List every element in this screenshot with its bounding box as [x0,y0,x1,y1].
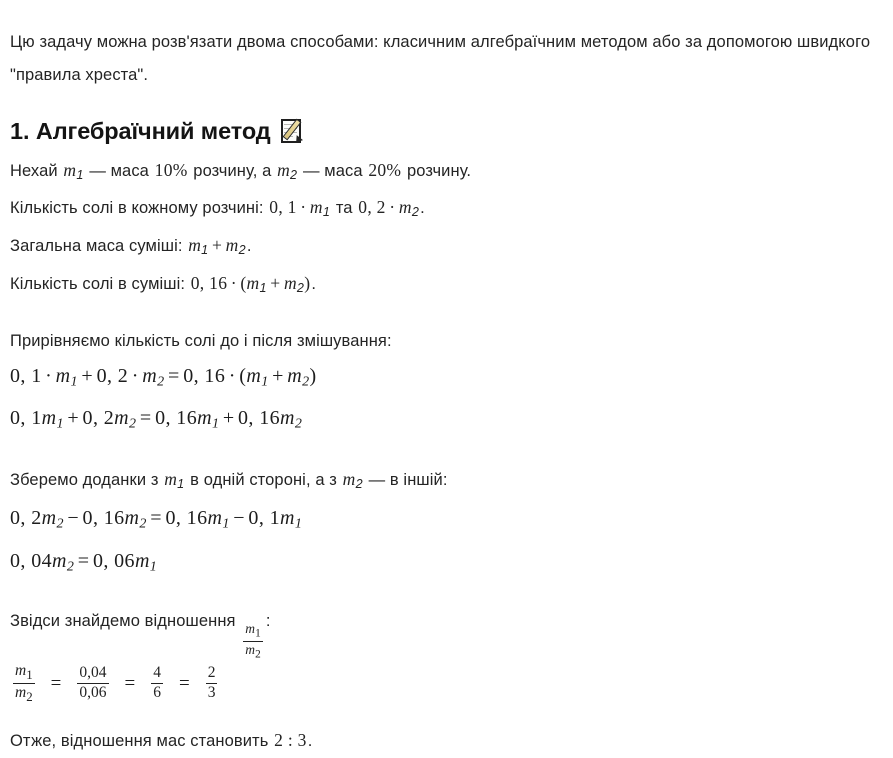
math-number: 0, 16 [155,407,197,429]
math-operator: + [78,365,97,387]
math-operator: − [64,507,83,529]
definition-line-2 [10,191,882,229]
math-operator: + [269,365,288,387]
memo-icon [280,117,307,146]
equate-block [10,325,883,443]
text-fragment: Звідси знайдемо відношення [10,612,240,630]
definition-line-3 [10,229,882,267]
math-var: m [246,365,261,387]
math-operator: · [386,197,399,217]
math-fraction-m1-over-m2 [13,663,35,704]
math-operator: + [208,235,225,255]
math-var: m [343,469,356,489]
text-fragment: Загальна маса суміші: [10,237,187,255]
spacer [10,585,883,605]
math-subscript: 1 [56,417,63,432]
section-heading [10,114,883,148]
math-subscript: 1 [150,559,157,574]
math-paren: ( [239,365,246,387]
math-number: 0, 04 [10,550,52,572]
fraction-numerator [13,663,35,684]
math-subscript: 2 [412,205,419,219]
math-subscript: 1 [222,517,229,532]
math-number: 0, 16 [191,273,228,293]
math-m2 [276,160,298,180]
math-number: 0, 16 [165,507,207,529]
math-var: m [125,507,140,529]
math-subscript: 2 [67,559,74,574]
fraction-numerator: 0,04 [77,665,108,684]
text-fragment: розчину, а [189,162,276,180]
fraction-denominator: 3 [206,684,218,702]
math-fraction-m1-over-m2 [243,622,263,661]
text-fragment: . [311,275,316,293]
math-var: m [284,273,297,293]
math-number: 0, 1 [269,197,296,217]
text-fragment: . [247,237,252,255]
math-number: 0, 1 [248,507,280,529]
math-subscript: 2 [26,689,32,704]
math-var: m [63,160,76,180]
math-subscript: 1 [177,476,184,490]
equation-1 [10,358,883,401]
ratio-lead [10,605,882,661]
spacer [10,443,883,463]
math-subscript: 1 [295,517,302,532]
math-subscript: 2 [290,167,297,181]
definition-line-1 [10,154,882,192]
math-subscript: 1 [323,205,330,219]
math-subscript: 2 [239,243,246,257]
fraction-numerator: 2 [206,665,218,684]
math-var: m [287,365,302,387]
math-var: m [226,235,239,255]
fraction-denominator: 0,06 [77,684,108,702]
math-m1 [62,160,84,180]
math-var: m [310,197,323,217]
ratio-block [10,605,883,704]
math-var: m [135,550,150,572]
math-equals: = [147,507,166,529]
math-var: m [247,273,260,293]
math-equals: = [136,407,155,429]
math-var: m [280,507,295,529]
math-var: m [142,365,157,387]
math-var: m [42,507,57,529]
math-equals: = [38,664,75,704]
text-fragment: Кількість солі в кожному розчині: [10,199,268,217]
math-var: m [15,662,26,679]
text-fragment: — маса [298,162,367,180]
math-subscript: 2 [302,374,309,389]
equation-4 [10,543,883,586]
fraction-denominator [243,642,263,661]
definitions-block [10,154,883,305]
math-subscript: 2 [139,517,146,532]
conclusion-paragraph [10,724,882,758]
math-operator: · [227,273,240,293]
math-var: m [245,621,255,636]
math-operator: − [230,507,249,529]
math-number: 0, 2 [358,197,385,217]
math-subscript: 2 [255,649,261,661]
text-fragment: : [266,612,271,630]
text-fragment: та [331,199,357,217]
math-operator: · [297,197,310,217]
math-equals: = [74,550,93,572]
spacer [10,704,883,724]
math-subscript: 1 [76,167,83,181]
math-subscript: 1 [26,667,32,682]
fraction-numerator [243,622,263,642]
math-number: 0, 1 [10,365,42,387]
math-operator: · [128,365,142,387]
math-operator: + [267,273,284,293]
math-equals: = [112,664,149,704]
math-number: 0, 16 [238,407,280,429]
math-number: 0, 2 [97,365,129,387]
math-var: m [277,160,290,180]
fraction-numerator: 4 [151,665,163,684]
math-salt-in-mixture [190,273,312,293]
math-number: 0, 06 [93,550,135,572]
math-subscript: 2 [157,374,164,389]
text-fragment: Нехай [10,162,62,180]
math-subscript: 1 [71,374,78,389]
math-fraction-004-over-006 [77,665,108,701]
equate-lead: Прирівняємо кількість солі до і після змішування: [10,325,882,358]
math-subscript: 2 [56,517,63,532]
math-number: 0, 16 [83,507,125,529]
math-var: m [188,235,201,255]
math-m1-plus-m2 [187,235,247,255]
math-var: m [207,507,222,529]
ratio-chain [10,661,883,704]
math-subscript: 1 [259,281,266,295]
math-fraction-2-over-3 [206,665,218,701]
math-number: 0, 1 [10,407,42,429]
math-equals: = [165,365,184,387]
text-fragment: . [308,732,313,750]
text-fragment: — в іншій: [364,471,448,489]
math-paren: ) [304,273,310,293]
math-expr-0-2-m2 [357,197,420,217]
fraction-denominator: 6 [151,684,163,702]
math-operator: + [219,407,238,429]
math-number: 0, 2 [10,507,42,529]
math-var: m [52,550,67,572]
math-subscript: 1 [261,374,268,389]
equation-2 [10,400,883,443]
answer-document [0,17,893,758]
definition-line-4 [10,267,882,305]
math-paren: ( [240,273,246,293]
math-ratio-result: 2 : 3 [273,730,308,750]
text-fragment: Зберемо доданки з [10,471,163,489]
fraction-denominator [13,684,35,704]
math-subscript: 2 [295,417,302,432]
math-subscript: 2 [297,281,304,295]
collect-lead [10,463,882,501]
math-subscript: 2 [356,476,363,490]
math-equals: = [166,664,203,704]
math-m1 [163,469,185,489]
math-var: m [56,365,71,387]
math-operator: + [64,407,83,429]
math-var: m [42,407,57,429]
intro-paragraph: Цю задачу можна розв'язати двома способами: класичним алгебраїчним методом або за допомогою швидкого "правила хреста". [10,17,882,92]
math-subscript: 1 [201,243,208,257]
math-fraction-4-over-6 [151,665,163,701]
collect-block [10,463,883,586]
math-number: 0, 2 [83,407,115,429]
text-fragment: розчину. [402,162,471,180]
math-number: 0, 16 [183,365,225,387]
text-fragment: в одній стороні, а з [185,471,341,489]
text-fragment: — маса [85,162,154,180]
math-operator: · [42,365,56,387]
math-var: m [197,407,212,429]
equation-3 [10,500,883,543]
math-var: m [164,469,177,489]
math-m2 [342,469,364,489]
math-var: m [15,684,26,701]
text-fragment: Кількість солі в суміші: [10,275,190,293]
math-var: m [280,407,295,429]
text-fragment: Отже, відношення мас становить [10,732,273,750]
math-var: m [114,407,129,429]
math-expr-0-1-m1 [268,197,331,217]
math-operator: · [225,365,239,387]
math-subscript: 1 [255,628,261,640]
math-subscript: 2 [129,417,136,432]
text-fragment: . [420,199,425,217]
math-percent-10: 10% [154,160,189,180]
math-var: m [245,642,255,657]
math-subscript: 1 [212,417,219,432]
section-heading-text: 1. Алгебраїчний метод [10,114,271,148]
spacer [10,305,883,325]
math-percent-20: 20% [367,160,402,180]
math-var: m [399,197,412,217]
memo-pencil-tip [293,135,303,145]
math-paren: ) [310,365,317,387]
